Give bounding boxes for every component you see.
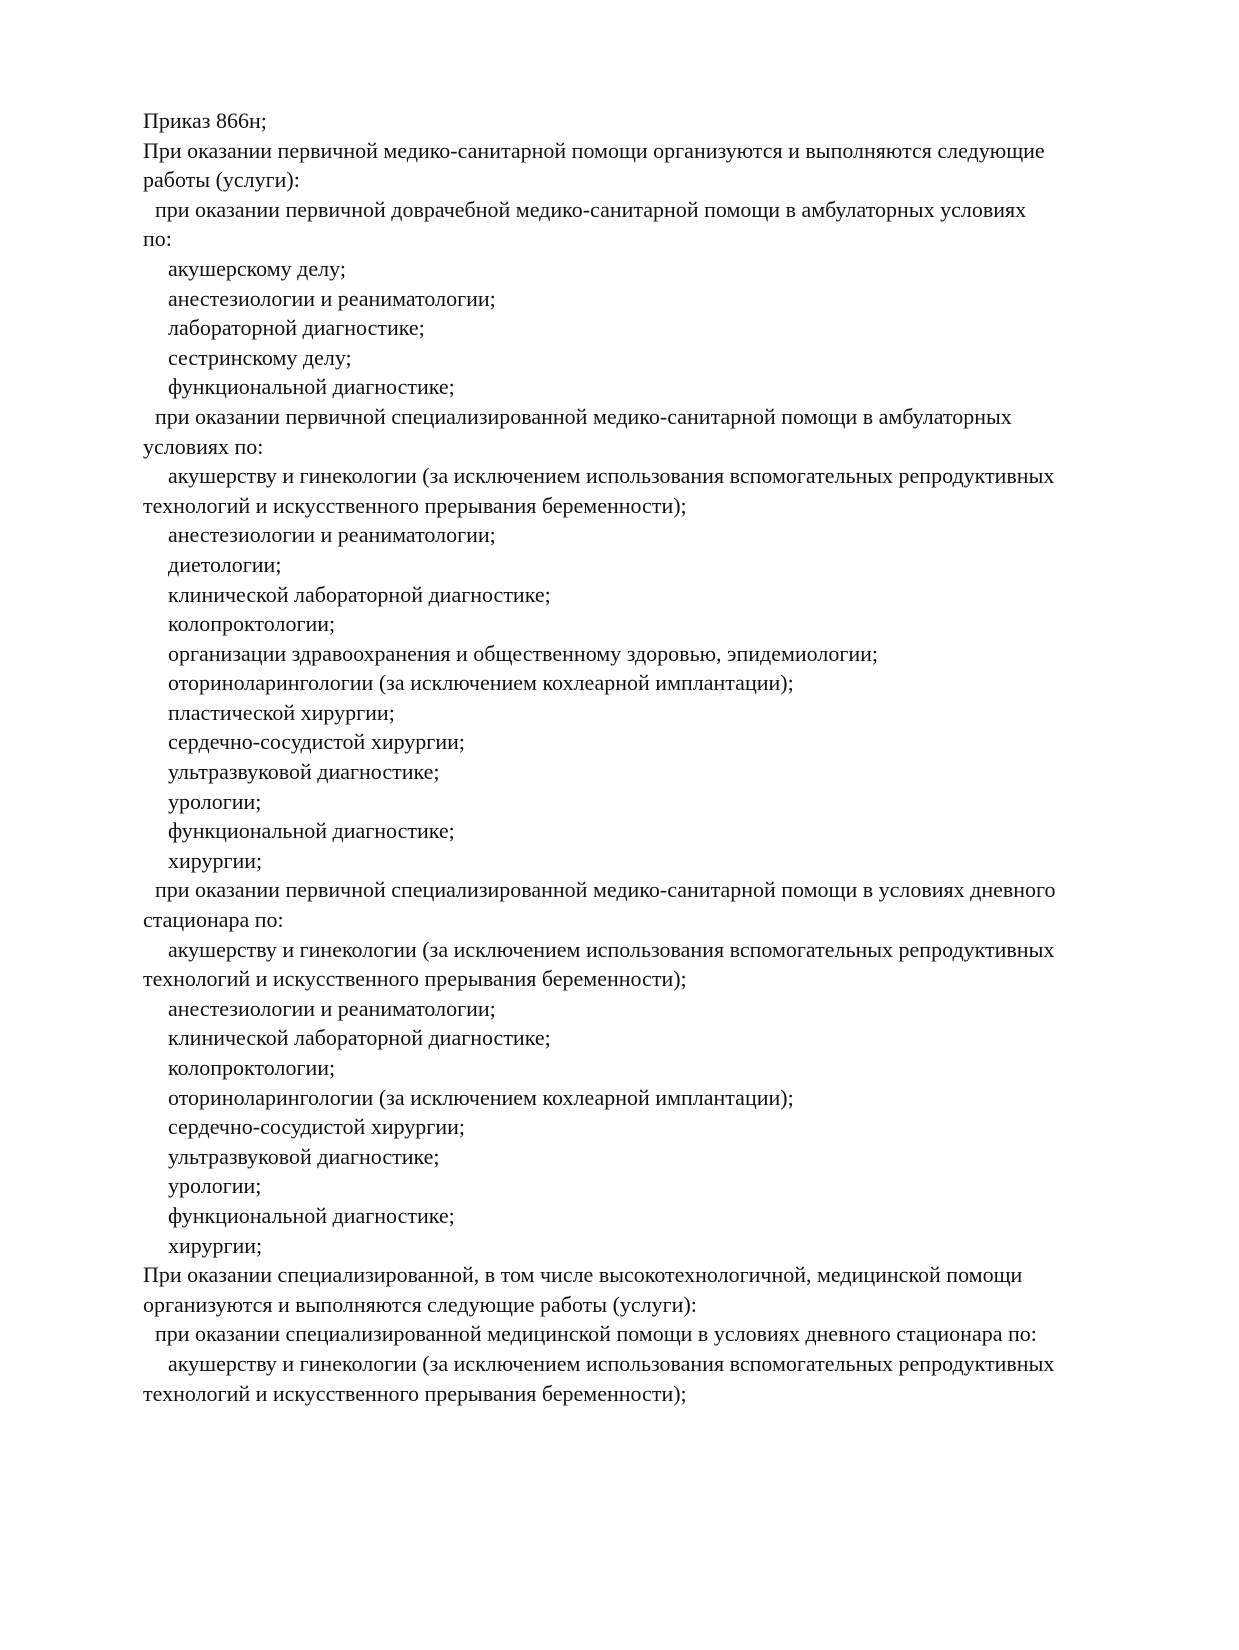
document-line: технологий и искусственного прерывания беременности);	[143, 966, 687, 992]
document-line: акушерству и гинекологии (за исключением использования вспомогательных репродуктивных	[168, 936, 1055, 962]
document-line: при оказании первичной специализированной медико-санитарной помощи в условиях дневного	[155, 877, 1056, 903]
document-line: ультразвуковой диагностике;	[168, 759, 440, 785]
document-line: анестезиологии и реаниматологии;	[168, 522, 496, 548]
document-line: лабораторной диагностике;	[168, 315, 425, 341]
document-line: организации здравоохранения и общественному здоровью, эпидемиологии;	[168, 640, 879, 666]
document-line: стационара по:	[143, 907, 284, 933]
document-line: функциональной диагностике;	[168, 374, 455, 400]
document-line: ультразвуковой диагностике;	[168, 1143, 440, 1169]
document-line: условиях по:	[143, 433, 264, 459]
document-line: анестезиологии и реаниматологии;	[168, 995, 496, 1021]
document-line: акушерскому делу;	[168, 255, 346, 281]
document-line: диетологии;	[168, 551, 282, 577]
document-line: При оказании первичной медико-санитарной помощи организуются и выполняются следующие	[143, 137, 1045, 163]
document-body	[143, 106, 1163, 1408]
document-line: технологий и искусственного прерывания беременности);	[143, 1380, 687, 1406]
document-line: при оказании специализированной медицинской помощи в условиях дневного стационара по:	[155, 1321, 1037, 1347]
document-line: Приказ 866н;	[143, 108, 267, 133]
document-line: анестезиологии и реаниматологии;	[168, 285, 496, 311]
document-line: колопроктологии;	[168, 611, 336, 637]
document-line: сердечно-сосудистой хирургии;	[168, 1114, 465, 1140]
document-line: оториноларингологии (за исключением кохлеарной имплантации);	[168, 1084, 794, 1110]
document-line: работы (услуги):	[143, 167, 300, 193]
document-line: акушерству и гинекологии (за исключением использования вспомогательных репродуктивных	[168, 1350, 1055, 1376]
document-line: При оказании специализированной, в том числе высокотехнологичной, медицинской помощи	[143, 1262, 1023, 1288]
document-line: хирургии;	[168, 847, 263, 873]
document-line: пластической хирургии;	[168, 699, 395, 725]
document-line: организуются и выполняются следующие работы (услуги):	[143, 1291, 697, 1317]
document-line: акушерству и гинекологии (за исключением использования вспомогательных репродуктивных	[168, 463, 1055, 489]
document-line: урологии;	[168, 788, 262, 814]
document-line: оториноларингологии (за исключением кохлеарной имплантации);	[168, 670, 794, 696]
document-line: функциональной диагностике;	[168, 818, 455, 844]
document-line: технологий и искусственного прерывания беременности);	[143, 492, 687, 518]
document-line: хирургии;	[168, 1232, 263, 1258]
document-line: сердечно-сосудистой хирургии;	[168, 729, 465, 755]
document-line: при оказании первичной доврачебной медико-санитарной помощи в амбулаторных условиях	[155, 196, 1027, 222]
document-line: по:	[143, 226, 172, 252]
document-line: клинической лабораторной диагностике;	[168, 581, 551, 607]
document-line: сестринскому делу;	[168, 344, 352, 370]
document-line: колопроктологии;	[168, 1055, 336, 1080]
document-line: урологии;	[168, 1173, 262, 1199]
document-line: функциональной диагностике;	[168, 1202, 455, 1228]
document-line: клинической лабораторной диагностике;	[168, 1025, 551, 1051]
document-line: при оказании первичной специализированной медико-санитарной помощи в амбулаторных	[155, 403, 1012, 429]
